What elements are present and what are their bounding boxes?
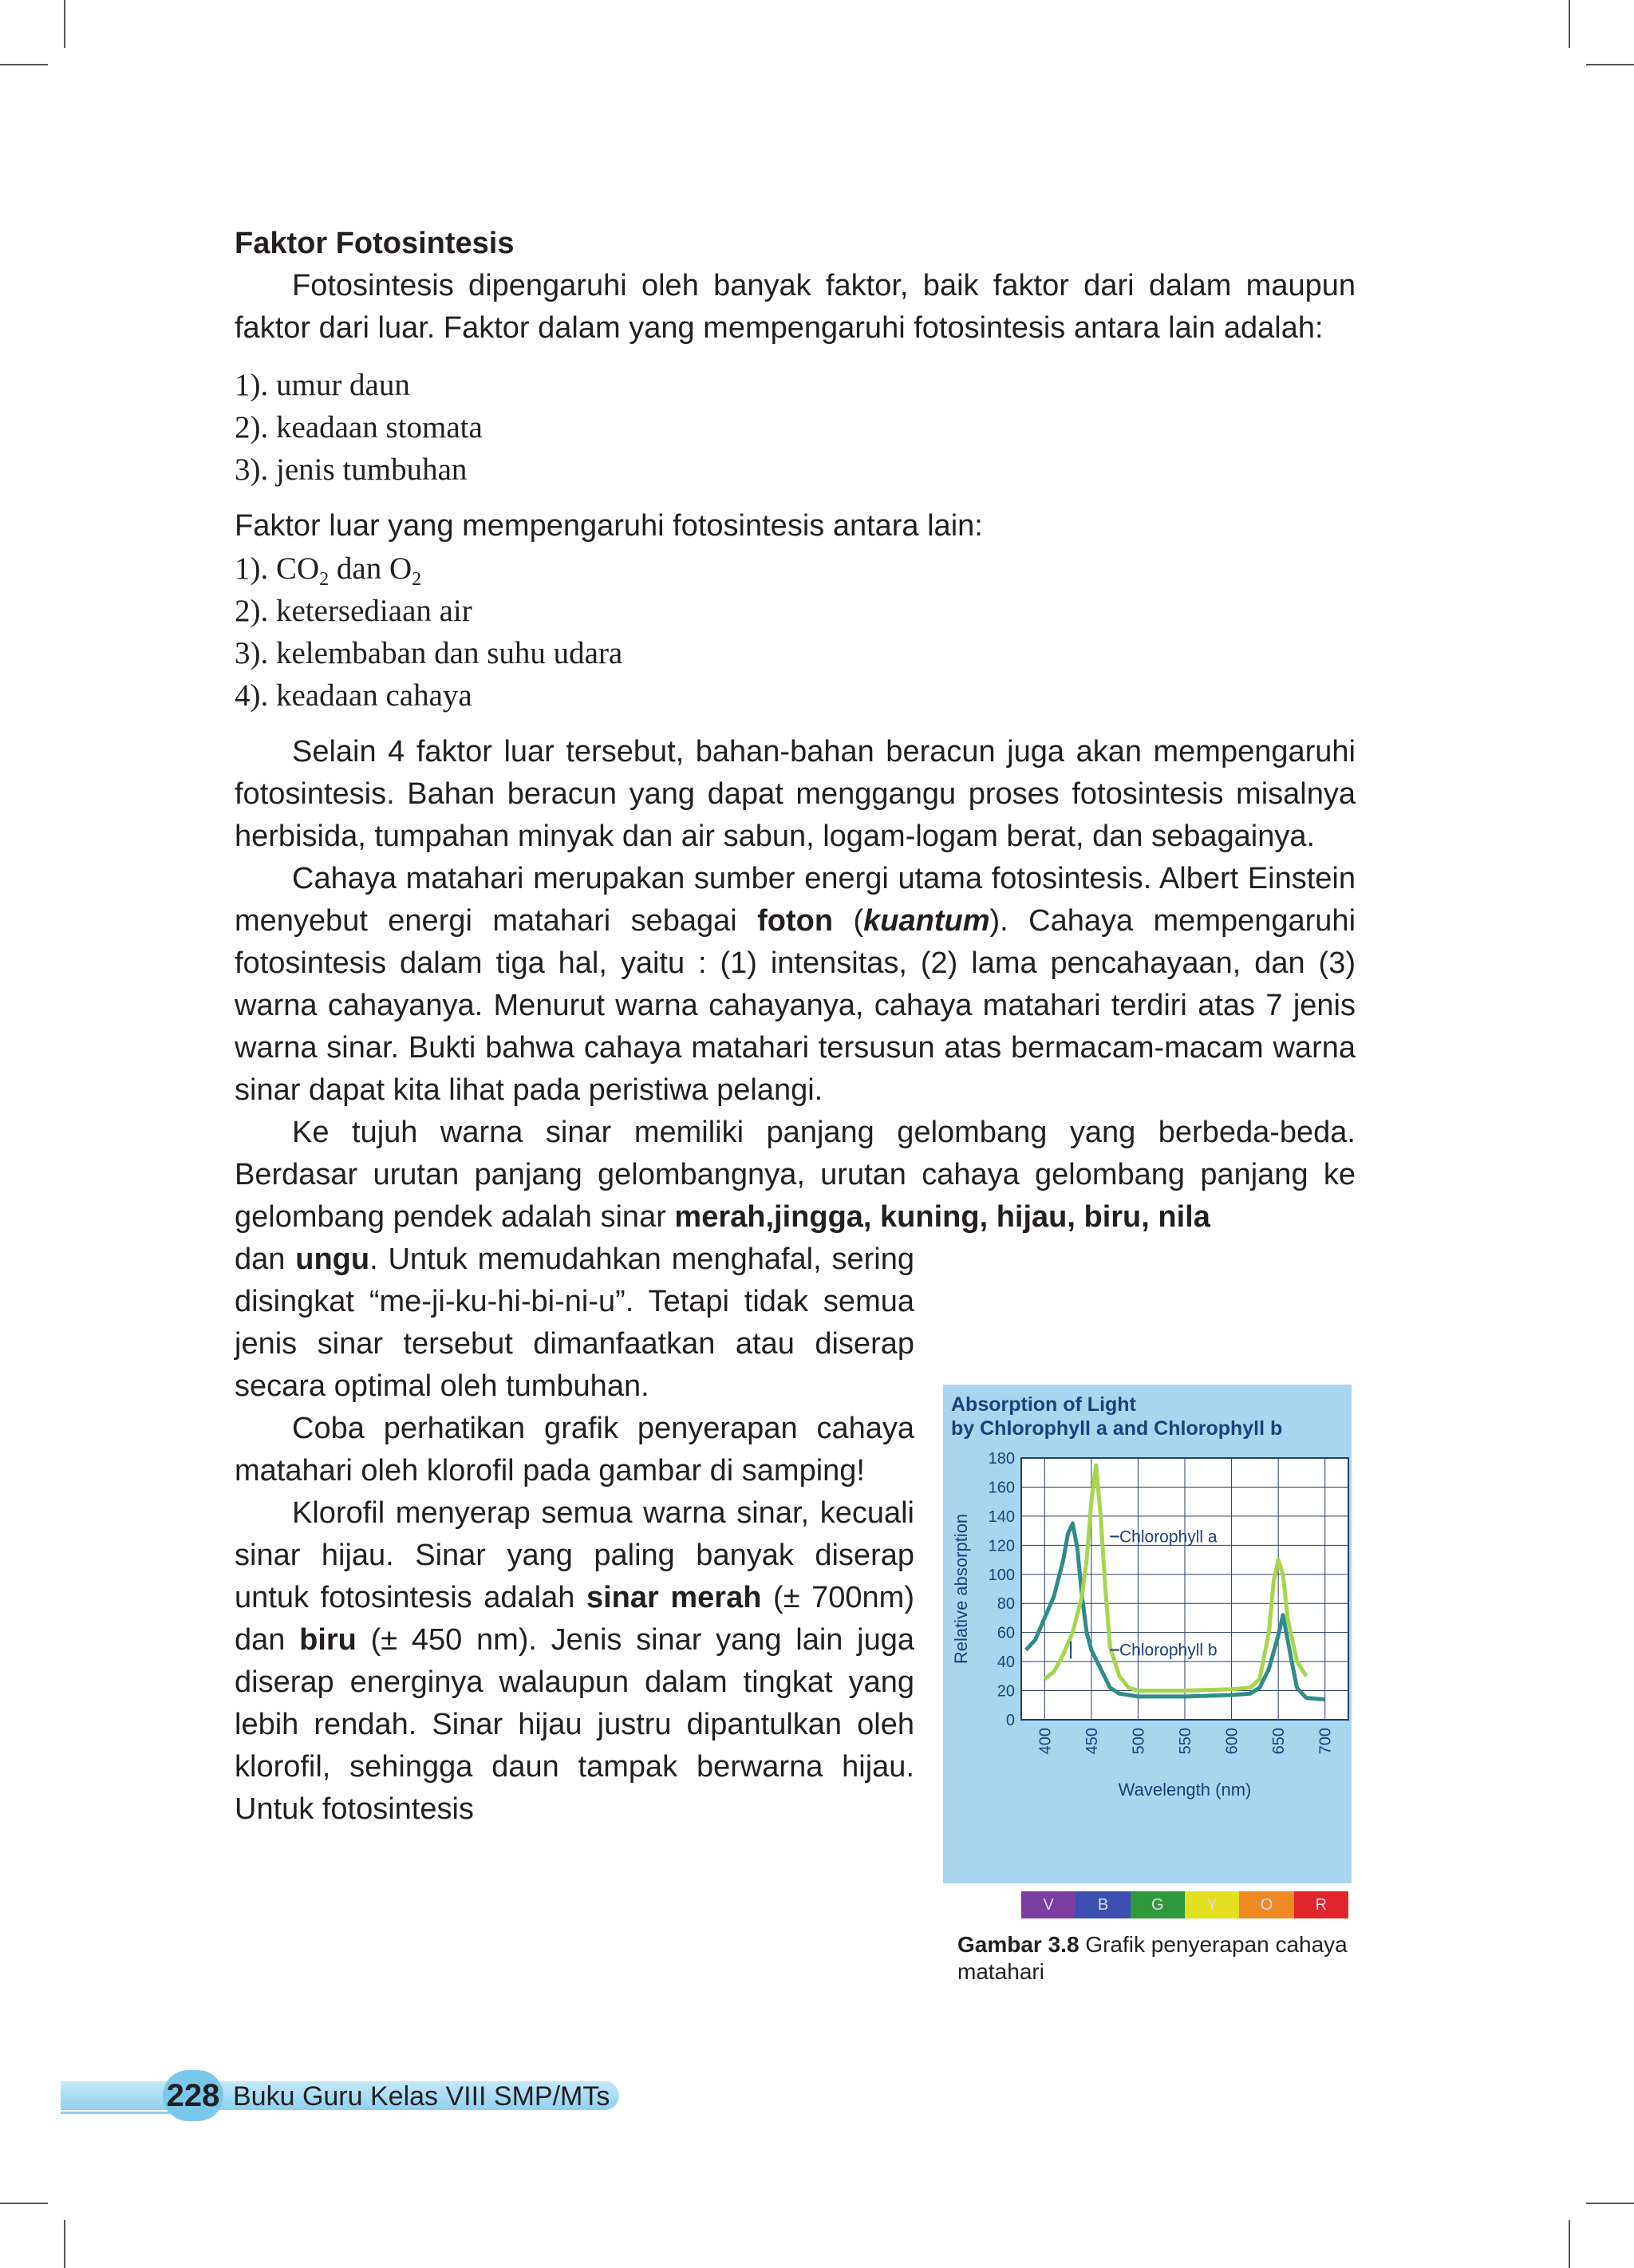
external-factors-list bbox=[235, 547, 1356, 717]
crop-mark bbox=[64, 0, 65, 48]
x-tick-label: 500 bbox=[1130, 1728, 1148, 1755]
x-tick-label: 650 bbox=[1270, 1728, 1289, 1755]
y-tick-label: 120 bbox=[988, 1537, 1015, 1555]
sunlight-paragraph: Cahaya matahari merupakan sumber energi utama fotosintesis. Albert Einstein menyebut energi matahari sebagai foton (kuantum). Cahaya mempengaruhi fotosintesis dalam tiga hal, yaitu : (1) intensitas, (2) lama pencahayaan, dan (3) warna cahayanya. Menurut warna cahayanya, cahaya matahari terdiri atas 7 jenis warna sinar. Bukti bahwa cahaya matahari tersusun atas bermacam-macam warna sinar dapat kita lihat pada peristiwa pelangi. bbox=[235, 862, 1356, 1107]
y-tick-label: 180 bbox=[988, 1450, 1015, 1468]
list-item: 3). jenis tumbuhan bbox=[235, 452, 468, 487]
footer-line bbox=[61, 2112, 172, 2114]
spectrum-band: R bbox=[1294, 1891, 1348, 1918]
toxic-substances-paragraph: Selain 4 faktor luar tersebut, bahan-bahan beracun juga akan mempengaruhi fotosintesis. Bahan beracun yang dapat menggangu proses fotosintesis misalnya herbisida, tumpahan minyak dan air sabun, logam-logam berat, dan sebagainya. bbox=[235, 735, 1356, 853]
y-tick-label: 100 bbox=[988, 1566, 1015, 1584]
list-item: 1). umur daun bbox=[235, 368, 410, 402]
crop-mark bbox=[64, 2220, 65, 2268]
y-tick-label: 60 bbox=[997, 1624, 1015, 1642]
y-tick-label: 80 bbox=[997, 1595, 1015, 1614]
wavelength-paragraph-continued: dan ungu. Untuk memudahkan menghafal, sering disingkat “me-ji-ku-hi-bi-ni-u”. Tetapi tidak semua jenis sinar tersebut dimanfaatkan atau diserap secara optimal oleh tumbuhan. bbox=[235, 1243, 914, 1403]
x-tick-label: 600 bbox=[1223, 1728, 1241, 1755]
y-tick-label: 20 bbox=[997, 1682, 1015, 1701]
y-tick-label: 40 bbox=[997, 1654, 1015, 1672]
absorption-chart bbox=[943, 1385, 1352, 1883]
crop-mark bbox=[0, 2203, 48, 2204]
page-number: 228 bbox=[163, 2070, 223, 2121]
list-item: 1). $CO_2$ dan $O_2$ bbox=[235, 551, 422, 590]
y-axis-label: Relative absorption bbox=[951, 1513, 971, 1665]
intro-paragraph: Fotosintesis dipengaruhi oleh banyak faktor, baik faktor dari dalam maupun faktor dari luar. Faktor dalam yang mempengaruhi fotosintesis antara lain adalah: bbox=[235, 269, 1356, 345]
crop-mark bbox=[1586, 64, 1634, 65]
chart-plot bbox=[943, 1385, 1352, 1883]
graph-reference-paragraph: Coba perhatikan grafik penyerapan cahaya matahari oleh klorofil pada gambar di samping! bbox=[235, 1412, 914, 1488]
spectrum-band: V bbox=[1021, 1891, 1076, 1918]
series-label-b: Chlorophyll b bbox=[1119, 1641, 1218, 1660]
book-title: Buku Guru Kelas VIII SMP/MTs bbox=[233, 2081, 610, 2112]
figure-caption: Gambar 3.8 Grafik penyerapan cahaya matahari bbox=[957, 1932, 1348, 1984]
list-item: 2). keadaan stomata bbox=[235, 410, 483, 445]
spectrum-band: B bbox=[1076, 1891, 1130, 1918]
wrapped-text-column bbox=[235, 1239, 914, 1831]
internal-factors-list bbox=[235, 364, 1356, 491]
crop-mark bbox=[0, 64, 48, 65]
spectrum-band: O bbox=[1239, 1891, 1293, 1918]
series-label-a: Chlorophyll a bbox=[1119, 1527, 1218, 1547]
crop-mark bbox=[1569, 0, 1570, 48]
spectrum-band: G bbox=[1131, 1891, 1185, 1918]
wavelength-paragraph: Ke tujuh warna sinar memiliki panjang gelombang yang berbeda-beda. Berdasar urutan panjang gelombangnya, urutan cahaya gelombang panjang ke gelombang pendek adalah sinar merah,jingga, kuning, hijau, biru, nila bbox=[235, 1116, 1356, 1234]
y-tick-label: 0 bbox=[1005, 1712, 1015, 1729]
spectrum-band: Y bbox=[1185, 1891, 1239, 1918]
crop-mark bbox=[1569, 2220, 1570, 2268]
section-heading: Faktor Fotosintesis bbox=[235, 227, 515, 260]
list-item: 4). keadaan cahaya bbox=[235, 678, 472, 713]
list-item: 3). kelembaban dan suhu udara bbox=[235, 636, 623, 670]
figure-3-8 bbox=[943, 1385, 1352, 1985]
list-item: 2). ketersediaan air bbox=[235, 594, 472, 628]
y-tick-label: 140 bbox=[988, 1507, 1015, 1526]
x-axis-label: Wavelength (nm) bbox=[1118, 1780, 1252, 1800]
x-tick-label: 450 bbox=[1083, 1728, 1101, 1755]
external-factors-intro: Faktor luar yang mempengaruhi fotosintesis antara lain: bbox=[235, 509, 983, 543]
crop-mark bbox=[1586, 2203, 1634, 2204]
color-spectrum-bar bbox=[1021, 1891, 1348, 1918]
x-tick-label: 550 bbox=[1177, 1728, 1194, 1755]
chlorophyll-paragraph: Klorofil menyerap semua warna sinar, kecuali sinar hijau. Sinar yang paling banyak diserap untuk fotosintesis adalah sinar merah (± 700nm) dan biru (± 450 nm). Jenis sinar yang lain juga diserap energinya walaupun dalam tingkat yang lebih rendah. Sinar hijau justru dipantulkan oleh klorofil, sehingga daun tampak berwarna hijau. Untuk fotosintesis bbox=[235, 1496, 914, 1826]
x-tick-label: 400 bbox=[1036, 1728, 1055, 1755]
y-tick-label: 160 bbox=[988, 1479, 1015, 1497]
x-tick-label: 700 bbox=[1316, 1728, 1335, 1755]
chart-title: Absorption of Light by Chlorophyll a and Chlorophyll b bbox=[951, 1393, 1283, 1440]
